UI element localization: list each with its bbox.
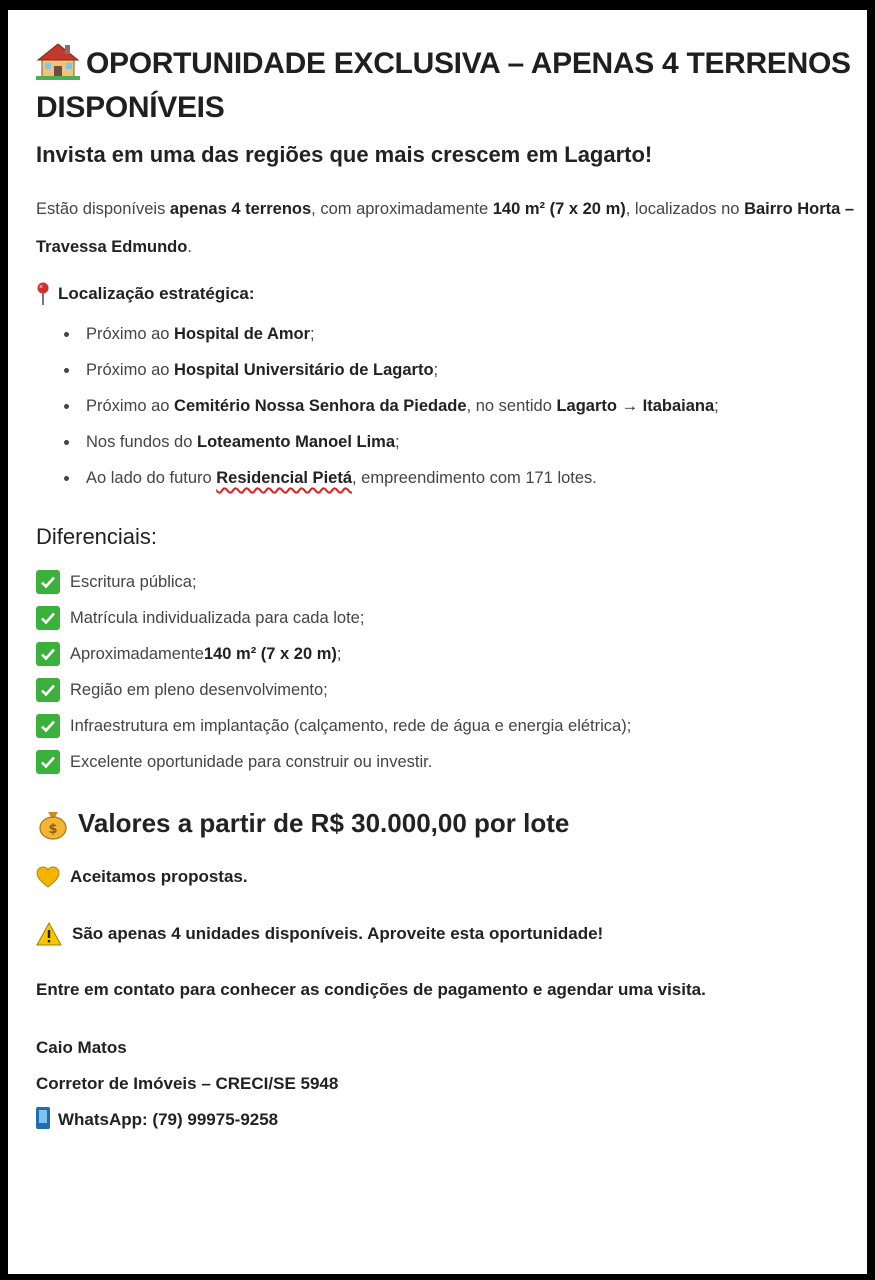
item-text: ;: [395, 433, 400, 451]
item-text: , empreendimento com 171 lotes.: [352, 469, 597, 487]
list-item: [36, 564, 856, 600]
warning-icon: [36, 922, 62, 946]
list-item: [80, 316, 856, 352]
whatsapp-text: WhatsApp: (79) 99975-9258: [58, 1110, 279, 1129]
check-icon: [36, 678, 60, 702]
list-item: [36, 672, 856, 708]
item-text: ;: [336, 645, 342, 663]
money-bag-icon: [36, 806, 70, 840]
item-text: Matrícula individualizada para cada lote;: [70, 609, 365, 627]
agent-role: Corretor de Imóveis – CRECI/SE 5948: [36, 1074, 339, 1093]
check-icon: [36, 642, 60, 666]
item-text: Nos fundos do: [86, 433, 197, 451]
warning-text: São apenas 4 unidades disponíveis. Aproveite esta oportunidade!: [72, 924, 604, 943]
location-list: [36, 316, 856, 496]
item-text: Escritura pública;: [70, 573, 197, 591]
intro-text: , com aproximadamente: [311, 200, 493, 218]
list-item: [80, 460, 856, 496]
intro-text: .: [187, 238, 192, 256]
list-item: [36, 744, 856, 780]
list-item: [36, 708, 856, 744]
whatsapp-line: [36, 1102, 856, 1138]
item-text: Próximo ao: [86, 325, 175, 343]
item-bold: Hospital Universitário de Lagarto: [174, 361, 434, 379]
proposals-line: [36, 866, 856, 888]
agent-name: Caio Matos: [36, 1038, 127, 1057]
intro-bold: 140 m² (7 x 20 m): [492, 200, 626, 218]
item-bold: Loteamento Manoel Lima: [197, 433, 396, 451]
location-heading-text: Localização estratégica:: [58, 284, 255, 303]
item-text: Aproximadamente: [70, 645, 204, 663]
signature-block: [36, 1030, 856, 1138]
list-item: [36, 636, 856, 672]
item-bold: 140 m² (7 x 20 m): [203, 645, 337, 663]
price-line: [36, 806, 856, 840]
item-bold: Hospital de Amor: [174, 325, 311, 343]
item-text: Próximo ao: [86, 361, 175, 379]
item-text: ;: [714, 397, 719, 415]
item-text: ;: [310, 325, 315, 343]
check-icon: [36, 750, 60, 774]
pin-icon: [36, 282, 50, 306]
svg-text:$: $: [48, 822, 58, 837]
differentials-list: [36, 564, 856, 780]
house-icon: [36, 40, 80, 80]
intro-bold: apenas 4 terrenos: [169, 200, 312, 218]
check-icon: [36, 570, 60, 594]
item-bold: Lagarto → Itabaiana: [556, 397, 715, 415]
item-text: Região em pleno desenvolvimento;: [70, 681, 328, 699]
warning-line: [36, 922, 856, 946]
intro-paragraph: [36, 190, 856, 266]
price-text: Valores a partir de R$ 30.000,00 por lote: [78, 807, 570, 838]
intro-text: Estão disponíveis: [36, 200, 170, 218]
intro-bold: Bairro Horta – Travessa Edmundo: [36, 200, 855, 256]
list-item: [80, 352, 856, 388]
list-item: [36, 600, 856, 636]
contact-text: Entre em contato para conhecer as condições de pagamento e agendar uma visita.: [36, 980, 706, 999]
item-text: ;: [433, 361, 439, 379]
title-text: OPORTUNIDADE EXCLUSIVA – APENAS 4 TERRENOS DISPONÍVEIS: [36, 47, 851, 124]
intro-text: , localizados no: [625, 200, 745, 218]
item-text: , no sentido: [466, 397, 557, 415]
proposals-text: Aceitamos propostas.: [70, 867, 248, 886]
list-item: [80, 388, 856, 424]
subtitle: Invista em uma das regiões que mais crescem em Lagarto!: [36, 142, 653, 167]
differentials-heading: Diferenciais:: [36, 524, 158, 549]
item-bold: Residencial Pietá: [216, 469, 352, 487]
page-title: [36, 40, 856, 130]
location-heading: [36, 282, 856, 306]
item-bold: Cemitério Nossa Senhora da Piedade: [174, 397, 467, 415]
mobile-phone-icon: [36, 1107, 50, 1129]
list-item: [80, 424, 856, 460]
document-page: [8, 10, 867, 1274]
check-icon: [36, 714, 60, 738]
check-icon: [36, 606, 60, 630]
item-text: Ao lado do futuro: [86, 469, 217, 487]
heart-icon: [36, 866, 60, 888]
item-text: Próximo ao: [86, 397, 175, 415]
content: [36, 40, 856, 1138]
item-text: Excelente oportunidade para construir ou investir.: [70, 753, 433, 771]
item-text: Infraestrutura em implantação (calçamento, rede de água e energia elétrica);: [70, 717, 632, 735]
